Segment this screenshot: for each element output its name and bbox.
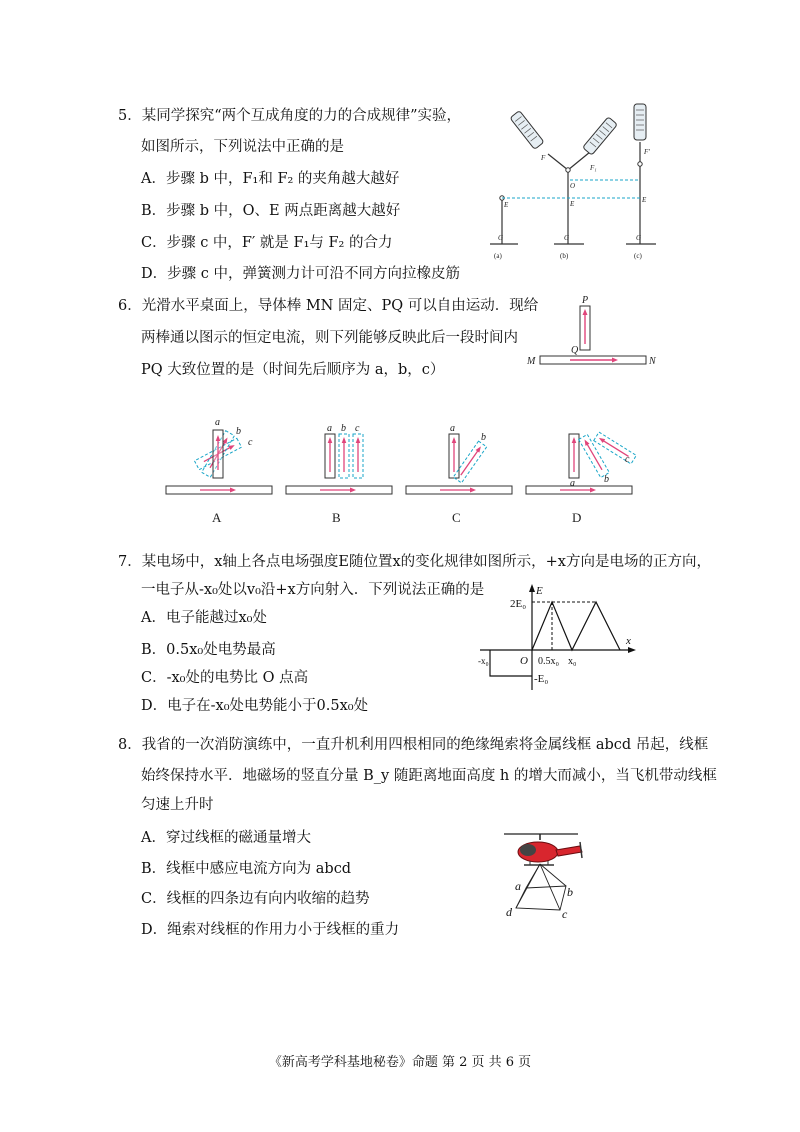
q6-choices-figure xyxy=(160,410,640,528)
q8-helicopter-figure xyxy=(500,828,600,922)
letter-a-choice-c: a xyxy=(450,423,455,434)
choice-label-a: A xyxy=(212,510,222,525)
label-F1: F₁ xyxy=(590,164,597,172)
q5-figure xyxy=(488,98,668,264)
label-2E0: 2E₀ xyxy=(510,598,527,610)
label-G-b: G xyxy=(564,234,570,242)
label-G-c: G xyxy=(636,234,642,242)
q8-option-a: A．穿过线框的磁通量增大 xyxy=(141,830,311,846)
q6-stem-line3: PQ 大致位置的是（时间先后顺序为 a，b，c） xyxy=(141,362,445,378)
letter-a-choice-a: a xyxy=(215,417,220,428)
q7-option-d: D．电子在-x₀处电势能小于0.5x₀处 xyxy=(141,698,369,714)
q6-stem-line2: 两棒通以图示的恒定电流，则下列能够反映此后一段时间内 xyxy=(141,330,518,346)
label-Fprime: F′ xyxy=(644,148,650,156)
choice-label-c: C xyxy=(452,510,461,525)
q7-graph xyxy=(470,580,650,692)
q5-stem-line2: 如图所示，下列说法中正确的是 xyxy=(141,139,344,155)
choice-b-diagram xyxy=(325,434,363,478)
q8-stem-line3: 匀速上升时 xyxy=(141,797,214,813)
q5-option-c: C．步骤 c 中，F′ 就是 F₁与 F₂ 的合力 xyxy=(141,235,393,251)
q7-option-c: C．-x₀处的电势比 O 点高 xyxy=(141,670,309,686)
caption-a: (a) xyxy=(494,252,502,260)
q7-stem-line2: 一电子从-x₀处以v₀沿+x方向射入．下列说法正确的是 xyxy=(141,582,485,598)
letter-c-choice-b: c xyxy=(355,423,360,434)
caption-b: (b) xyxy=(560,252,569,260)
letter-c-choice-d: c xyxy=(625,454,630,465)
helicopter-icon xyxy=(504,834,582,865)
q8-option-d: D．绳索对线框的作用力小于线框的重力 xyxy=(141,922,400,938)
q5-stem-line1: 5．某同学探究“两个互成角度的力的合成规律”实验， xyxy=(118,108,462,124)
page-footer: 《新高考学科基地秘卷》命题 第 2 页 共 6 页 xyxy=(268,1055,532,1070)
label-G-a: G xyxy=(498,234,504,242)
choice-a-diagram xyxy=(194,430,241,478)
spring-scale-right-icon xyxy=(583,117,618,155)
label-c: c xyxy=(562,907,568,921)
label-a: a xyxy=(515,879,521,893)
label-negx0: -x₀ xyxy=(478,656,489,666)
label-P: P xyxy=(582,295,589,306)
letter-a-choice-b: a xyxy=(327,423,332,434)
q8-option-b: B．线框中感应电流方向为 abcd xyxy=(141,861,352,877)
q5-option-d: D．步骤 c 中，弹簧测力计可沿不同方向拉橡皮筋 xyxy=(141,266,460,282)
label-E-c: E xyxy=(642,196,647,204)
label-negE0: -E₀ xyxy=(534,673,549,685)
axis-E: E xyxy=(536,585,543,597)
q7-option-a: A．电子能越过x₀处 xyxy=(141,610,267,626)
choice-label-b: B xyxy=(332,510,341,525)
letter-b-choice-c: b xyxy=(481,432,486,443)
letter-b-choice-a: b xyxy=(236,426,241,437)
letter-b-choice-d: b xyxy=(604,474,609,485)
label-F: F xyxy=(541,154,546,162)
q6-stem-line1: 6．光滑水平桌面上，导体棒 MN 固定、PQ 可以自由运动．现给 xyxy=(118,298,539,314)
label-half-x0: 0.5x₀ xyxy=(538,656,559,667)
q8-stem-line2: 始终保持水平．地磁场的竖直分量 B_y 随距离地面高度 h 的增大而减小，当飞机带动线框 xyxy=(141,768,717,784)
axis-x: x xyxy=(626,635,631,647)
label-E-a: E xyxy=(504,201,509,209)
label-d: d xyxy=(506,905,512,919)
spring-scale-left-icon xyxy=(510,111,544,150)
label-N: N xyxy=(649,356,656,367)
q5-option-b: B．步骤 b 中，O、E 两点距离越大越好 xyxy=(141,203,401,219)
caption-c: (c) xyxy=(634,252,642,260)
label-O: O xyxy=(520,655,528,667)
q7-option-b: B．0.5x₀处电势最高 xyxy=(141,642,276,658)
q5-option-a: A．步骤 b 中，F₁和 F₂ 的夹角越大越好 xyxy=(141,171,400,187)
q8-option-c: C．线框的四条边有向内收缩的趋势 xyxy=(141,891,370,907)
letter-c-choice-a: c xyxy=(248,437,253,448)
label-Q: Q xyxy=(571,345,579,356)
choice-label-d: D xyxy=(572,510,582,525)
label-x0: x₀ xyxy=(568,656,577,667)
label-O: O xyxy=(570,182,576,190)
q6-main-figure xyxy=(520,292,670,374)
label-E-b: E xyxy=(570,200,575,208)
label-b: b xyxy=(567,885,573,899)
letter-a-choice-d: a xyxy=(570,478,575,489)
spring-scale-vertical-icon xyxy=(634,104,646,140)
label-M: M xyxy=(527,356,536,367)
q7-stem-line1: 7．某电场中，x轴上各点电场强度E随位置x的变化规律如图所示，+x方向是电场的正方向， xyxy=(118,554,711,570)
letter-b-choice-b: b xyxy=(341,423,346,434)
q8-stem-line1: 8．我省的一次消防演练中，一直升机利用四根相同的绝缘绳索将金属线框 abcd 吊起，线框 xyxy=(118,737,709,753)
